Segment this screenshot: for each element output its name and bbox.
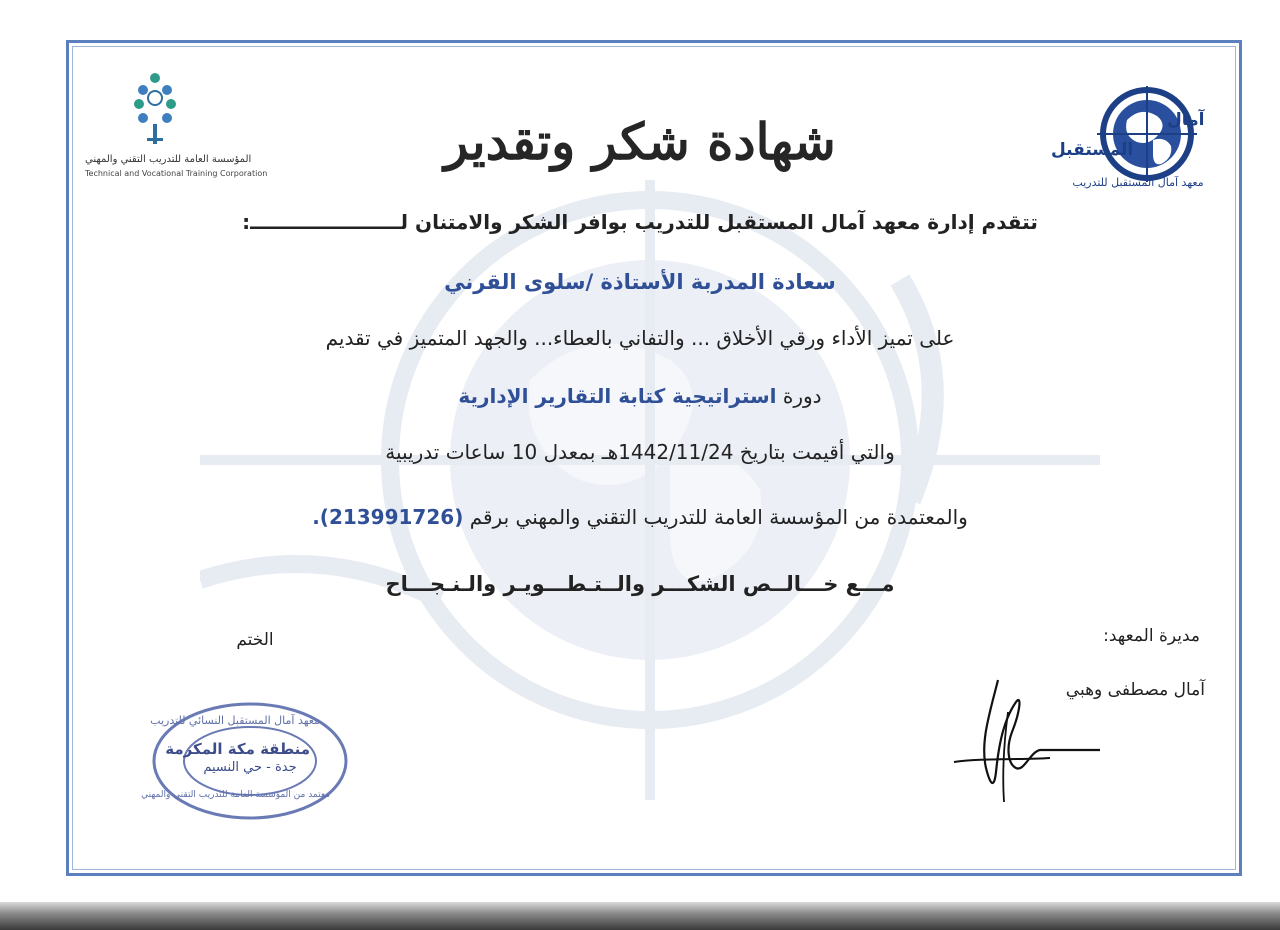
institute-subtitle: معهد آمال المستقبل للتدريب: [1072, 176, 1204, 189]
reason-line: على تميز الأداء ورقي الأخلاق ... والتفاني بالعطاء... والجهد المتميز في تقديم: [325, 326, 955, 350]
honoree-name: سعادة المدربة الأستاذة /سلوى القرني: [444, 270, 836, 294]
stamp-city: جدة - حي النسيم: [203, 760, 297, 775]
accreditation-text: والمعتمدة من المؤسسة العامة للتدريب التقني والمهني برقم: [469, 505, 968, 529]
tvtc-logo: [85, 68, 268, 193]
intro-line: تتقدم إدارة معهد آمال المستقبل للتدريب بوافر الشكر والامتنان لــــــــــــــــــــــ:: [242, 210, 1038, 234]
closing-line: مـــع خـــالــص الشكـــر والــتـطـــويـر والـنـجـــاح: [385, 572, 895, 596]
date-line: والتي أقيمت بتاريخ 1442/11/24هـ بمعدل 10 ساعات تدريبية: [385, 440, 895, 464]
stamp-ring-bottom: معتمد من المؤسسة العامة للتدريب التقني والمهني: [141, 790, 330, 800]
stamp-ring-top: معهد آمال المستقبل النسائي للتدريب: [150, 714, 320, 727]
stamp-label: الختم: [236, 630, 274, 650]
tvtc-english-name: Technical and Vocational Training Corporation: [85, 169, 268, 178]
course-line: [200, 384, 1080, 408]
director-name: آمال مصطفى وهبي: [1065, 680, 1205, 700]
stamp-region: منطقة مكة المكرمة: [165, 740, 310, 758]
accreditation-line: [200, 505, 1080, 529]
course-prefix: دورة: [782, 384, 822, 408]
scan-edge: [0, 902, 1280, 930]
director-label: مديرة المعهد:: [1103, 626, 1200, 646]
institute-logo: [1045, 72, 1225, 197]
signature: [950, 672, 1110, 807]
course-name: استراتيجية كتابة التقارير الإدارية: [458, 384, 777, 408]
institute-name-main: المستقبل: [1051, 140, 1134, 160]
institute-name-top: آمال: [1167, 110, 1205, 130]
accreditation-number: (213991726).: [312, 505, 464, 529]
tvtc-arabic-name: المؤسسة العامة للتدريب التقني والمهني: [85, 154, 252, 165]
official-stamp: [141, 700, 350, 822]
tvtc-emblem-icon: [133, 68, 177, 148]
certificate-title: شهادة شكر وتقدير: [444, 112, 836, 171]
